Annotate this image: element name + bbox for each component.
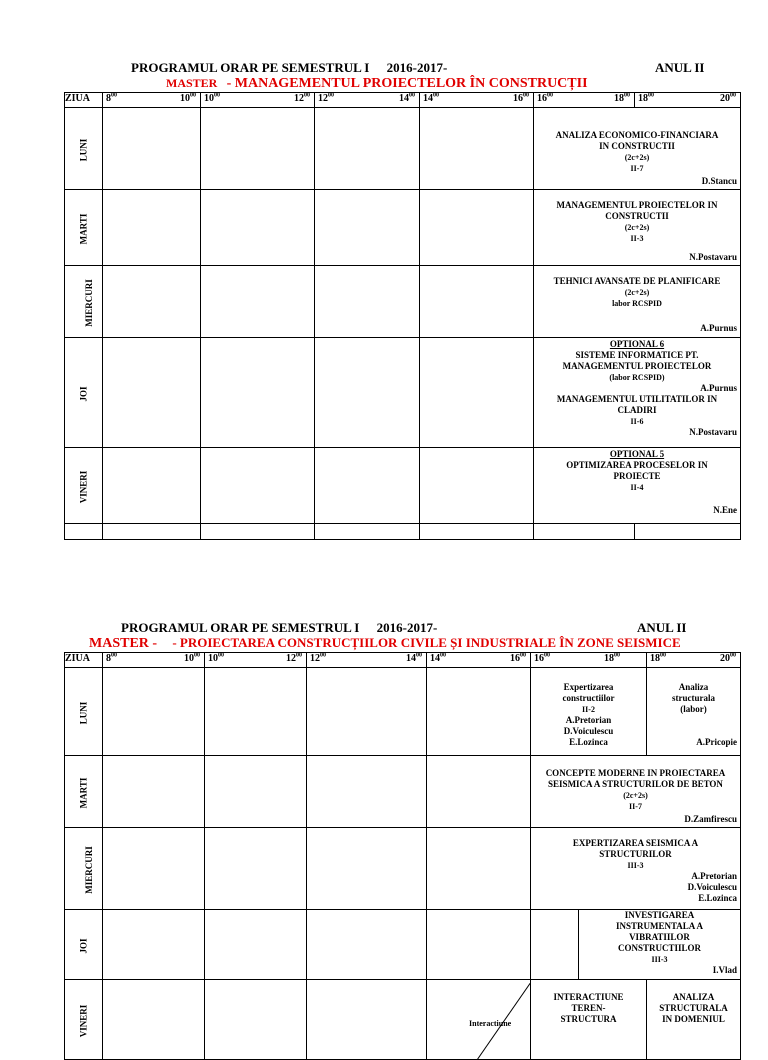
t1-day-joi: JOI xyxy=(65,338,103,448)
t1-slot-14-16: $14^{00}$ $16^{00}$ xyxy=(420,93,534,108)
t2-row-joi xyxy=(65,910,741,980)
t2-slot-18-20: $18^{00}$ $20^{00}$ xyxy=(647,653,741,668)
t1-marti-prof: N.Postavaru xyxy=(689,252,737,262)
t1-day-miercuri: MIERCURI xyxy=(65,266,103,338)
t2-schedule-table xyxy=(64,652,741,1060)
t2-day-vineri: VINERI xyxy=(65,980,103,1060)
t1-row-vineri xyxy=(65,448,741,524)
t2-title-text: PROGRAMUL ORAR PE SEMESTRUL I xyxy=(121,620,360,635)
t1-course-miercuri: TEHNICI AVANSATE DE PLANIFICARE (2c+2s) labor RCSPID A.Purnus xyxy=(534,266,741,338)
t2-course-miercuri: EXPERTIZAREA SEISMICA A STRUCTURILOR III-3 A.Pretorian D.Voiculescu E.Lozinca xyxy=(531,828,741,910)
t2-luni-prof: A.Pricopie xyxy=(696,737,737,747)
t2-anul: ANUL II xyxy=(637,620,687,635)
t2-course-joi: INVESTIGAREA INSTRUMENTALA A VIBRATIILOR CONSTRUCTIILOR III-3 I.Vlad xyxy=(579,910,741,980)
t1-day-vineri: VINERI xyxy=(65,448,103,524)
t1-program xyxy=(166,75,588,92)
t2-slot-8-10: $8^{00}$ $10^{00}$ xyxy=(103,653,205,668)
t1-title-text: PROGRAMUL ORAR PE SEMESTRUL I xyxy=(131,60,370,75)
t2-program xyxy=(89,635,681,652)
t1-master-label: MASTER xyxy=(166,76,218,90)
t2-slot-12-14: $12^{00}$ $14^{00}$ xyxy=(307,653,427,668)
t1-course-vineri: OPTIONAL 5 OPTIMIZAREA PROCESELOR IN PROIECTE II-4 N.Ene xyxy=(534,448,741,524)
t1-row-empty xyxy=(65,524,741,540)
t1-slot-10-12: $10^{00}$ $12^{00}$ xyxy=(201,93,315,108)
t1-day-marti: MARTI xyxy=(65,190,103,266)
t2-course-luni-b: Analiza structurala (labor) A.Pricopie xyxy=(647,668,741,756)
t1-row-luni xyxy=(65,108,741,190)
t1-course-marti: MANAGEMENTUL PROIECTELOR IN CONSTRUCTII (2c+2s) II-3 N.Postavaru xyxy=(534,190,741,266)
t1-anul: ANUL II xyxy=(655,60,705,75)
t1-row-marti xyxy=(65,190,741,266)
t2-vineri-diag-label: Interactiune xyxy=(469,1019,512,1028)
t2-title xyxy=(121,620,437,636)
t1-ziua-header: ZIUA xyxy=(65,93,103,108)
t1-joi-prof1: A.Purnus xyxy=(700,383,737,393)
t1-row-joi xyxy=(65,338,741,448)
t2-slot-10-12: $10^{00}$ $12^{00}$ xyxy=(205,653,307,668)
t1-slot-12-14: $12^{00}$ $14^{00}$ xyxy=(315,93,420,108)
t2-course-vineri-b: ANALIZA STRUCTURALA IN DOMENIUL xyxy=(647,980,741,1060)
t2-program-name: - PROIECTAREA CONSTRUCȚIILOR CIVILE ȘI INDUSTRIALE ÎN ZONE SEISMICE xyxy=(172,635,681,650)
t1-course-luni: ANALIZA ECONOMICO-FINANCIARA IN CONSTRUCTII (2c+2s) II-7 D.Stancu xyxy=(534,108,741,190)
t1-row-miercuri xyxy=(65,266,741,338)
t2-day-miercuri: MIERCURI xyxy=(65,828,103,910)
t2-course-marti: CONCEPTE MODERNE IN PROIECTAREA SEISMICA A STRUCTURILOR DE BETON (2c+2s) II-7 D.Zamfirescu xyxy=(531,756,741,828)
t2-slot-16-18: $16^{00}$ $18^{00}$ xyxy=(531,653,647,668)
t1-schedule-table xyxy=(64,92,741,540)
t2-row-miercuri xyxy=(65,828,741,910)
t2-row-marti xyxy=(65,756,741,828)
t2-marti-prof: D.Zamfirescu xyxy=(684,814,737,824)
t2-year: 2016-2017- xyxy=(376,620,438,635)
t2-master-label: MASTER - xyxy=(89,636,158,651)
t1-title xyxy=(131,60,447,76)
t1-slot-18-20: $18^{00}$ $20^{00}$ xyxy=(635,93,741,108)
t2-day-joi: JOI xyxy=(65,910,103,980)
t1-miercuri-prof: A.Purnus xyxy=(700,323,737,333)
t2-vineri-diag-cell xyxy=(427,980,531,1060)
t1-program-name: - MANAGEMENTUL PROIECTELOR ÎN CONSTRUCȚII xyxy=(226,76,588,91)
t1-slot-8-10: $8^{00}$ $10^{00}$ xyxy=(103,93,201,108)
t2-day-luni: LUNI xyxy=(65,668,103,756)
t2-course-vineri-a: INTERACTIUNE TEREN- STRUCTURA xyxy=(531,980,647,1060)
t1-day-luni: LUNI xyxy=(65,108,103,190)
t2-course-luni-a: Expertizarea constructiilor II-2 A.Pretorian D.Voiculescu E.Lozinca xyxy=(531,668,647,756)
t2-joi-prof: I.Vlad xyxy=(712,965,737,975)
t2-day-marti: MARTI xyxy=(65,756,103,828)
t1-header-row xyxy=(65,93,741,108)
t1-slot-16-18: $16^{00}$ $18^{00}$ xyxy=(534,93,635,108)
t2-row-vineri xyxy=(65,980,741,1060)
t2-header-row xyxy=(65,653,741,668)
t1-luni-prof: D.Stancu xyxy=(701,176,737,186)
t1-course-joi: OPTIONAL 6 SISTEME INFORMATICE PT. MANAGEMENTUL PROIECTELOR (labor RCSPID) A.Purnus MANAGEMENTUL UTILITATILOR IN CLADIRI II-6 N.Postavaru xyxy=(534,338,741,448)
t1-vineri-prof: N.Ene xyxy=(713,505,737,515)
t2-ziua-header: ZIUA xyxy=(65,653,103,668)
t1-joi-prof2: N.Postavaru xyxy=(689,427,737,437)
t1-year: 2016-2017- xyxy=(386,60,448,75)
t2-slot-14-16: $14^{00}$ $16^{00}$ xyxy=(427,653,531,668)
t2-row-luni xyxy=(65,668,741,756)
